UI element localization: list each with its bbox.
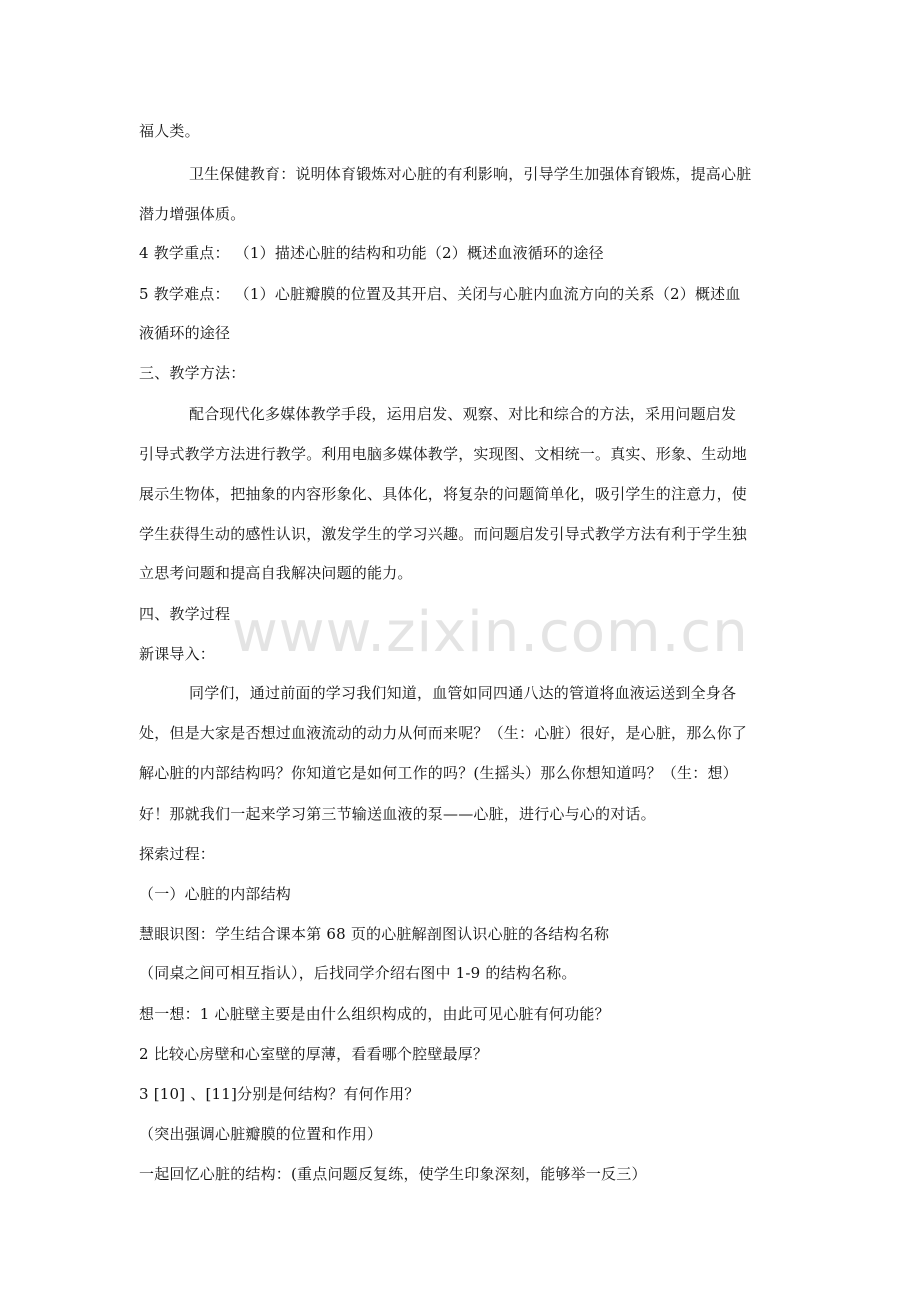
text-line: 卫生保健教育：说明体育锻炼对心脏的有利影响，引导学生加强体育锻炼，提高心脏 — [189, 165, 752, 183]
text-line: 2 比较心房壁和心室壁的厚薄，看看哪个腔壁最厚？ — [139, 1045, 489, 1063]
text-line: 学生获得生动的感性认识，激发学生的学习兴趣。而问题启发引导式教学方法有利于学生独 — [139, 525, 748, 543]
text-line: 5 教学难点： （1）心脏瓣膜的位置及其开启、关闭与心脏内血流方向的关系（2）概述血 — [139, 285, 741, 303]
text-line: 立思考问题和提高自我解决问题的能力。 — [139, 564, 413, 582]
text-line: （一）心脏的内部结构 — [139, 885, 292, 903]
text-line: 潜力增强体质。 — [139, 205, 246, 223]
text-line: 好！那就我们一起来学习第三节输送血液的泵——心脏，进行心与心的对话。 — [139, 805, 656, 823]
section-heading: 三、教学方法： — [139, 364, 246, 382]
text-line: 解心脏的内部结构吗？你知道它是如何工作的吗？(生摇头）那么你想知道吗？（生：想） — [139, 764, 738, 782]
text-line: 慧眼识图：学生结合课本第 68 页的心脏解剖图认识心脏的各结构名称 — [139, 925, 610, 943]
section-heading: 四、教学过程 — [139, 605, 231, 623]
text-line: 探索过程： — [139, 845, 216, 863]
text-line: 配合现代化多媒体教学手段，运用启发、观察、对比和综合的方法，采用问题启发 — [189, 405, 737, 423]
text-line: 新课导入： — [139, 645, 216, 663]
text-line: （突出强调心脏瓣膜的位置和作用） — [139, 1125, 383, 1143]
text-line: （同桌之间可相互指认），后找同学介绍右图中 1-9 的结构名称。 — [139, 964, 577, 982]
text-line: 3 [10] 、[11]分别是何结构？有何作用？ — [139, 1085, 420, 1103]
text-line: 展示生物体，把抽象的内容形象化、具体化，将复杂的问题简单化，吸引学生的注意力，使 — [139, 485, 748, 503]
text-line: 福人类。 — [139, 122, 200, 140]
text-line: 液循环的途径 — [139, 324, 231, 342]
text-line: 一起回忆心脏的结构：(重点问题反复练，使学生印象深刻，能够举一反三） — [139, 1165, 647, 1183]
text-line: 处，但是大家是否想过血液流动的动力从何而来呢？（生：心脏）很好，是心脏，那么你了 — [139, 724, 748, 742]
text-line: 同学们，通过前面的学习我们知道，血管如同四通八达的管道将血液运送到全身各 — [189, 684, 737, 702]
text-line: 4 教学重点： （1）描述心脏的结构和功能（2）概述血液循环的途径 — [139, 244, 604, 262]
text-line: 引导式教学方法进行教学。利用电脑多媒体教学，实现图、文相统一。真实、形象、生动地 — [139, 445, 748, 463]
watermark: www.zixin.com.cn — [232, 600, 749, 665]
text-line: 想一想：1 心脏壁主要是由什么组织构成的，由此可见心脏有何功能？ — [139, 1005, 610, 1023]
